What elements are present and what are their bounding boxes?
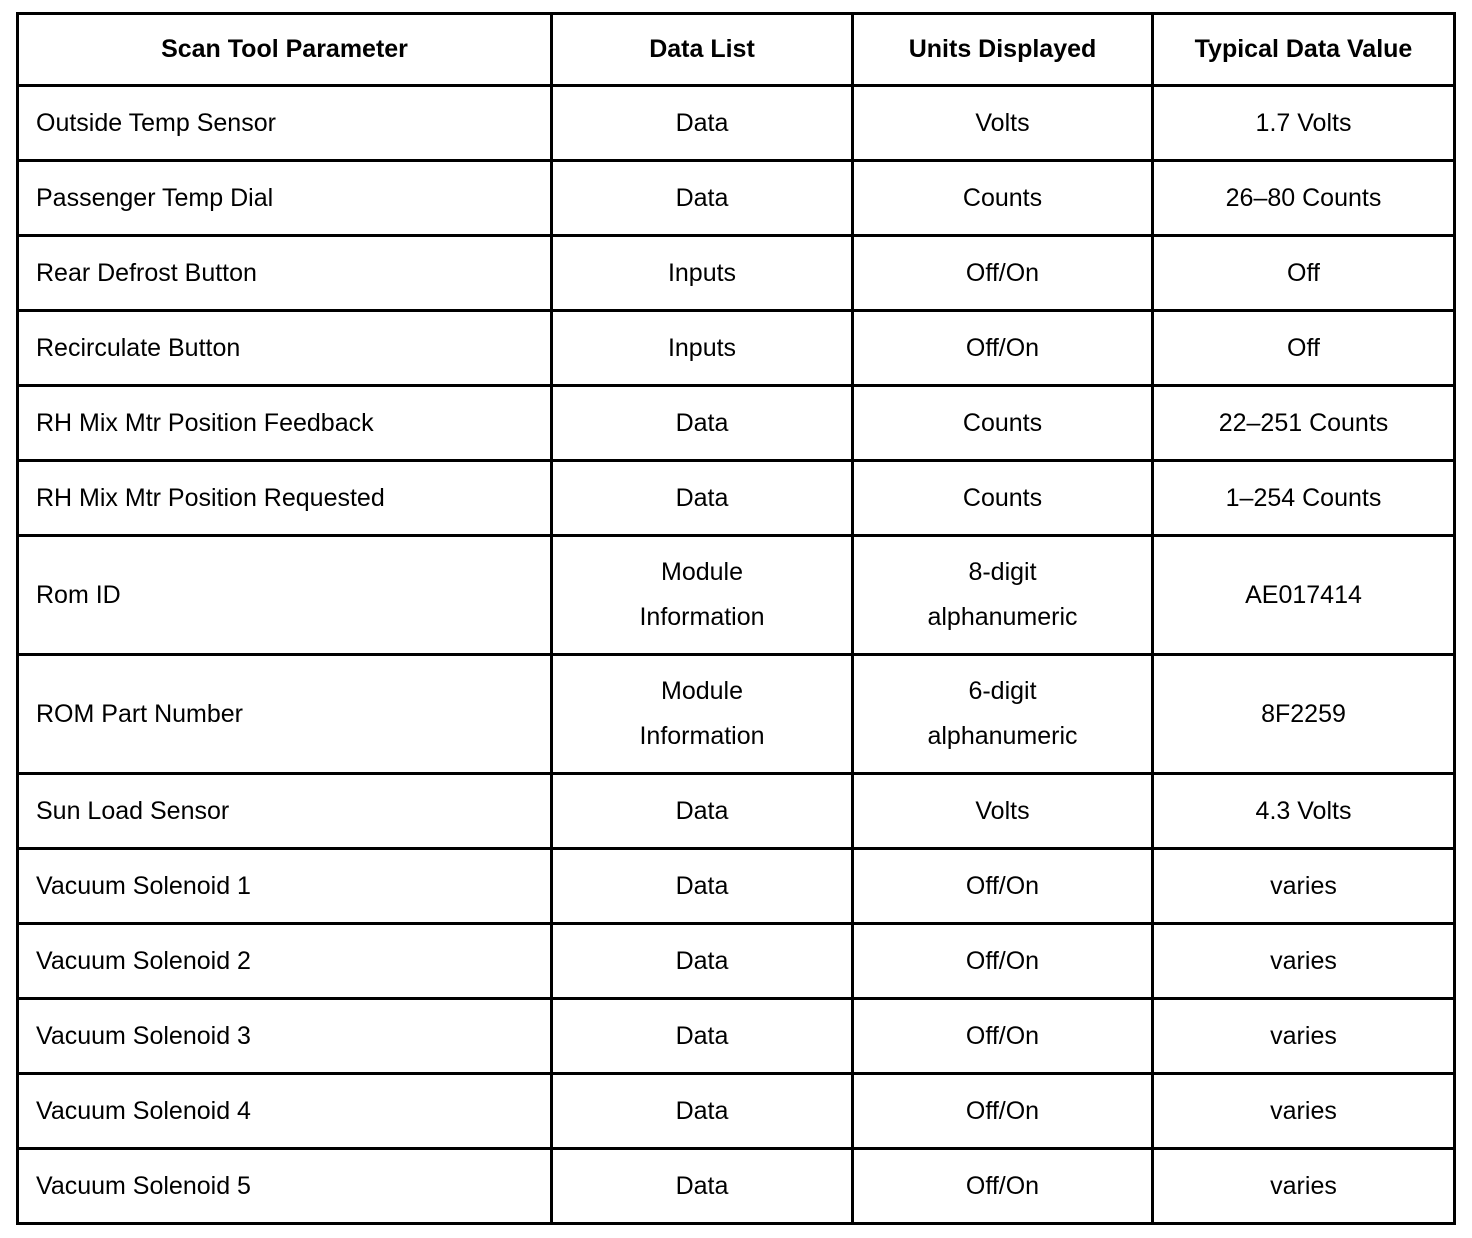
cell-typical-data-value: AE017414 — [1153, 536, 1455, 655]
data-list-text: Data — [675, 871, 729, 900]
cell-typical-data-value: 1.7 Volts — [1153, 86, 1455, 161]
data-list-text: Data — [675, 108, 729, 137]
cell-units-displayed — [853, 655, 1153, 774]
header-typical-data-value: Typical Data Value — [1153, 14, 1455, 86]
cell-scan-tool-parameter: RH Mix Mtr Position Requested — [18, 461, 552, 536]
units-text: Counts — [962, 408, 1043, 437]
cell-scan-tool-parameter: Vacuum Solenoid 5 — [18, 1149, 552, 1224]
cell-data-list — [552, 924, 853, 999]
cell-scan-tool-parameter: RH Mix Mtr Position Feedback — [18, 386, 552, 461]
data-list-text: Data — [675, 1096, 729, 1125]
units-text: Off/On — [965, 871, 1040, 900]
cell-typical-data-value: 4.3 Volts — [1153, 774, 1455, 849]
table-row — [18, 236, 1455, 311]
cell-data-list — [552, 1074, 853, 1149]
cell-typical-data-value: Off — [1153, 236, 1455, 311]
data-list-text: Module — [661, 677, 743, 705]
data-list-text: Data — [675, 796, 729, 825]
cell-typical-data-value: 8F2259 — [1153, 655, 1455, 774]
data-list-text: Information — [639, 722, 765, 750]
data-list-text: Data — [675, 1021, 729, 1050]
table-row — [18, 1149, 1455, 1224]
cell-data-list — [552, 655, 853, 774]
table-row — [18, 461, 1455, 536]
cell-data-list — [552, 461, 853, 536]
cell-units-displayed — [853, 999, 1153, 1074]
cell-data-list — [552, 311, 853, 386]
cell-typical-data-value: varies — [1153, 999, 1455, 1074]
data-list-text: Data — [675, 183, 729, 212]
cell-units-displayed — [853, 849, 1153, 924]
cell-scan-tool-parameter: Vacuum Solenoid 1 — [18, 849, 552, 924]
cell-typical-data-value: Off — [1153, 311, 1455, 386]
table-row — [18, 924, 1455, 999]
cell-units-displayed — [853, 311, 1153, 386]
cell-units-displayed — [853, 536, 1153, 655]
units-text: Off/On — [965, 1096, 1040, 1125]
units-text: 6-digit — [968, 677, 1037, 705]
units-text: Off/On — [965, 258, 1040, 287]
cell-data-list — [552, 999, 853, 1074]
cell-data-list — [552, 236, 853, 311]
units-text: 8-digit — [968, 558, 1037, 586]
units-text: Off/On — [965, 946, 1040, 975]
table-row — [18, 311, 1455, 386]
units-text: Off/On — [965, 1021, 1040, 1050]
cell-units-displayed — [853, 461, 1153, 536]
header-row — [18, 14, 1455, 86]
data-list-text: Data — [675, 946, 729, 975]
table-header — [18, 14, 1455, 86]
units-text: alphanumeric — [927, 722, 1078, 750]
cell-typical-data-value: 1–254 Counts — [1153, 461, 1455, 536]
cell-data-list — [552, 386, 853, 461]
table-row — [18, 536, 1455, 655]
cell-units-displayed — [853, 774, 1153, 849]
header-scan-tool-parameter: Scan Tool Parameter — [18, 14, 552, 86]
units-text: Volts — [975, 108, 1030, 137]
cell-units-displayed — [853, 924, 1153, 999]
table-row — [18, 86, 1455, 161]
data-list-text: Inputs — [667, 258, 737, 287]
table-row — [18, 655, 1455, 774]
header-units-displayed: Units Displayed — [853, 14, 1153, 86]
cell-units-displayed — [853, 1074, 1153, 1149]
data-list-text: Data — [675, 483, 729, 512]
cell-units-displayed — [853, 161, 1153, 236]
cell-units-displayed — [853, 386, 1153, 461]
cell-scan-tool-parameter: Outside Temp Sensor — [18, 86, 552, 161]
cell-scan-tool-parameter: Rom ID — [18, 536, 552, 655]
units-text: Off/On — [965, 1171, 1040, 1200]
table-row — [18, 774, 1455, 849]
table-row — [18, 1074, 1455, 1149]
units-text: Off/On — [965, 333, 1040, 362]
cell-scan-tool-parameter: Recirculate Button — [18, 311, 552, 386]
data-list-text: Inputs — [667, 333, 737, 362]
cell-typical-data-value: varies — [1153, 924, 1455, 999]
cell-typical-data-value: varies — [1153, 1074, 1455, 1149]
units-text: Counts — [962, 483, 1043, 512]
scan-tool-data-table — [16, 12, 1456, 1225]
cell-units-displayed — [853, 236, 1153, 311]
table-row — [18, 161, 1455, 236]
units-text: alphanumeric — [927, 603, 1078, 631]
header-data-list: Data List — [552, 14, 853, 86]
cell-units-displayed — [853, 1149, 1153, 1224]
cell-scan-tool-parameter: Passenger Temp Dial — [18, 161, 552, 236]
cell-scan-tool-parameter: Vacuum Solenoid 4 — [18, 1074, 552, 1149]
cell-data-list — [552, 86, 853, 161]
cell-data-list — [552, 1149, 853, 1224]
cell-typical-data-value: varies — [1153, 1149, 1455, 1224]
cell-scan-tool-parameter: Vacuum Solenoid 3 — [18, 999, 552, 1074]
data-list-text: Data — [675, 1171, 729, 1200]
cell-typical-data-value: varies — [1153, 849, 1455, 924]
cell-data-list — [552, 161, 853, 236]
cell-data-list — [552, 536, 853, 655]
cell-data-list — [552, 774, 853, 849]
cell-data-list — [552, 849, 853, 924]
cell-units-displayed — [853, 86, 1153, 161]
cell-typical-data-value: 26–80 Counts — [1153, 161, 1455, 236]
table-row — [18, 999, 1455, 1074]
cell-scan-tool-parameter: Sun Load Sensor — [18, 774, 552, 849]
table-body — [18, 86, 1455, 1224]
table-row — [18, 849, 1455, 924]
cell-scan-tool-parameter: Rear Defrost Button — [18, 236, 552, 311]
table-row — [18, 386, 1455, 461]
data-list-text: Module — [661, 558, 743, 586]
data-list-text: Information — [639, 603, 765, 631]
cell-scan-tool-parameter: Vacuum Solenoid 2 — [18, 924, 552, 999]
units-text: Counts — [962, 183, 1043, 212]
cell-scan-tool-parameter: ROM Part Number — [18, 655, 552, 774]
cell-typical-data-value: 22–251 Counts — [1153, 386, 1455, 461]
units-text: Volts — [975, 796, 1030, 825]
data-list-text: Data — [675, 408, 729, 437]
